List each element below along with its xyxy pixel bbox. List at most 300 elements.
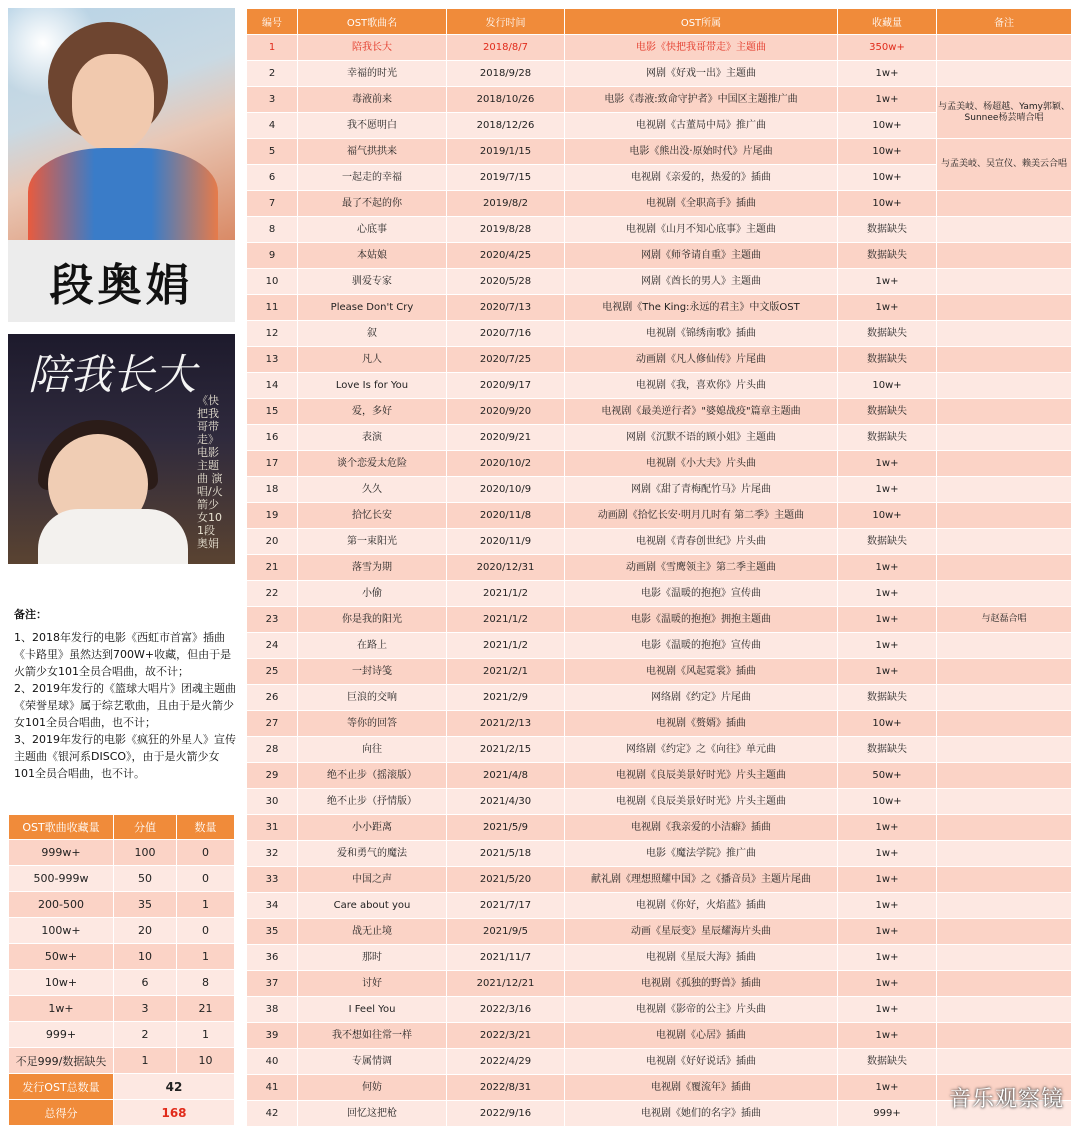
cell-date: 2021/2/1 — [447, 659, 565, 685]
cell-song: 爱和勇气的魔法 — [298, 841, 447, 867]
cell-date: 2021/4/8 — [447, 763, 565, 789]
cell-number: 22 — [247, 581, 298, 607]
cell-date: 2021/5/18 — [447, 841, 565, 867]
score-header-volume: OST歌曲收藏量 — [9, 815, 114, 840]
ost-table — [246, 8, 1072, 1127]
cell-song: 绝不止步（抒情版） — [298, 789, 447, 815]
score-header-count: 数量 — [177, 815, 235, 840]
score-volume: 999+ — [9, 1022, 114, 1048]
cell-song: 落雪为期 — [298, 555, 447, 581]
cell-remark — [937, 763, 1072, 789]
cell-number: 24 — [247, 633, 298, 659]
cell-source: 电视剧《良辰美景好时光》片头主题曲 — [565, 763, 838, 789]
cell-remark — [937, 269, 1072, 295]
cell-date: 2022/3/16 — [447, 997, 565, 1023]
cell-source: 电影《快把我哥带走》主题曲 — [565, 35, 838, 61]
cell-number: 25 — [247, 659, 298, 685]
cell-remark — [937, 529, 1072, 555]
table-row — [247, 503, 1072, 529]
cell-favorites: 10w+ — [838, 789, 937, 815]
table-row — [247, 945, 1072, 971]
cell-number: 2 — [247, 61, 298, 87]
cell-number: 14 — [247, 373, 298, 399]
cell-favorites: 1w+ — [838, 633, 937, 659]
cell-favorites: 数据缺失 — [838, 217, 937, 243]
cell-source: 电视剧《好好说话》插曲 — [565, 1049, 838, 1075]
cell-favorites: 数据缺失 — [838, 529, 937, 555]
cell-song: 我不愿明白 — [298, 113, 447, 139]
cell-source: 电视剧《孤独的野兽》插曲 — [565, 971, 838, 997]
cell-number: 3 — [247, 87, 298, 113]
cell-source: 电视剧《小大夫》片头曲 — [565, 451, 838, 477]
cell-favorites: 1w+ — [838, 1023, 937, 1049]
cell-remark — [937, 35, 1072, 61]
cell-song: 专属情调 — [298, 1049, 447, 1075]
cell-number: 13 — [247, 347, 298, 373]
cell-favorites: 350w+ — [838, 35, 937, 61]
cell-date: 2021/2/9 — [447, 685, 565, 711]
cell-source: 动画剧《拾忆长安·明月几时有 第二季》主题曲 — [565, 503, 838, 529]
score-row — [9, 1048, 235, 1074]
cell-song: 叙 — [298, 321, 447, 347]
cell-date: 2020/4/25 — [447, 243, 565, 269]
table-row — [247, 35, 1072, 61]
total-count-value: 42 — [114, 1074, 235, 1100]
cell-source: 网剧《沉默不语的顾小姐》主题曲 — [565, 425, 838, 451]
cell-number: 20 — [247, 529, 298, 555]
cell-number: 7 — [247, 191, 298, 217]
total-score-value: 168 — [114, 1100, 235, 1126]
cell-favorites: 数据缺失 — [838, 321, 937, 347]
cell-song: 驯爱专家 — [298, 269, 447, 295]
cell-source: 电视剧《最美逆行者》"婆媳战疫"篇章主题曲 — [565, 399, 838, 425]
cell-remark — [937, 789, 1072, 815]
cell-source: 电视剧《影帝的公主》片头曲 — [565, 997, 838, 1023]
cell-remark — [937, 425, 1072, 451]
cell-song: Care about you — [298, 893, 447, 919]
cell-number: 42 — [247, 1101, 298, 1127]
cell-source: 电影《毒液:致命守护者》中国区主题推广曲 — [565, 87, 838, 113]
cell-number: 26 — [247, 685, 298, 711]
cell-date: 2018/12/26 — [447, 113, 565, 139]
cell-date: 2018/9/28 — [447, 61, 565, 87]
cell-date: 2021/11/7 — [447, 945, 565, 971]
cell-number: 36 — [247, 945, 298, 971]
cell-favorites: 10w+ — [838, 139, 937, 165]
cell-favorites: 1w+ — [838, 919, 937, 945]
cell-date: 2020/10/9 — [447, 477, 565, 503]
table-row — [247, 997, 1072, 1023]
cell-remark — [937, 659, 1072, 685]
cell-date: 2019/1/15 — [447, 139, 565, 165]
score-row — [9, 944, 235, 970]
cell-song: 久久 — [298, 477, 447, 503]
cell-song: 巨浪的交响 — [298, 685, 447, 711]
cell-source: 电视剧《山月不知心底事》主题曲 — [565, 217, 838, 243]
cell-song: 拾忆长安 — [298, 503, 447, 529]
cell-song: 你是我的阳光 — [298, 607, 447, 633]
score-row — [9, 996, 235, 1022]
cell-date: 2022/3/21 — [447, 1023, 565, 1049]
cell-number: 32 — [247, 841, 298, 867]
cell-number: 30 — [247, 789, 298, 815]
table-row — [247, 321, 1072, 347]
cell-favorites: 1w+ — [838, 477, 937, 503]
cell-favorites: 1w+ — [838, 815, 937, 841]
cell-favorites: 999+ — [838, 1101, 937, 1127]
score-count: 8 — [177, 970, 235, 996]
note-item: 1、2018年发行的电影《西虹市首富》插曲《卡路里》虽然达到700W+收藏，但由于是火箭少女101全员合唱曲，故不计； — [14, 631, 232, 678]
cell-date: 2021/1/2 — [447, 607, 565, 633]
table-row — [247, 815, 1072, 841]
cell-date: 2022/9/16 — [447, 1101, 565, 1127]
cell-song: Love Is for You — [298, 373, 447, 399]
cell-song: 中国之声 — [298, 867, 447, 893]
cell-favorites: 1w+ — [838, 893, 937, 919]
cell-remark — [937, 555, 1072, 581]
table-row — [247, 581, 1072, 607]
cell-number: 5 — [247, 139, 298, 165]
cell-remark — [937, 347, 1072, 373]
table-row — [247, 425, 1072, 451]
cell-favorites: 10w+ — [838, 503, 937, 529]
cell-favorites: 1w+ — [838, 867, 937, 893]
cell-favorites: 1w+ — [838, 607, 937, 633]
cell-number: 39 — [247, 1023, 298, 1049]
cell-source: 电视剧《你好，火焰蓝》插曲 — [565, 893, 838, 919]
cell-date: 2020/9/21 — [447, 425, 565, 451]
score-row — [9, 970, 235, 996]
cell-date: 2022/8/31 — [447, 1075, 565, 1101]
cell-remark: 与赵磊合唱 — [937, 607, 1072, 633]
score-volume: 1w+ — [9, 996, 114, 1022]
cell-song: 第一束阳光 — [298, 529, 447, 555]
note-item: 3、2019年发行的电影《疯狂的外星人》宣传主题曲《银河系DISCO》，由于是火箭少女101全员合唱曲，也不计。 — [14, 733, 236, 780]
cell-favorites: 1w+ — [838, 295, 937, 321]
notes-block — [14, 606, 236, 782]
cell-source: 电视剧《青春创世纪》片头曲 — [565, 529, 838, 555]
cell-source: 网剧《师爷请自重》主题曲 — [565, 243, 838, 269]
cell-song: 本姑娘 — [298, 243, 447, 269]
score-count: 1 — [177, 892, 235, 918]
score-count: 0 — [177, 918, 235, 944]
table-row — [247, 919, 1072, 945]
score-header-points: 分值 — [114, 815, 177, 840]
cell-favorites: 10w+ — [838, 113, 937, 139]
cell-favorites: 1w+ — [838, 269, 937, 295]
cell-number: 9 — [247, 243, 298, 269]
cell-song: 幸福的时光 — [298, 61, 447, 87]
cell-song: 毒液前来 — [298, 87, 447, 113]
cell-number: 38 — [247, 997, 298, 1023]
cell-source: 电视剧《她们的名字》插曲 — [565, 1101, 838, 1127]
score-volume: 999w+ — [9, 840, 114, 866]
cell-remark — [937, 61, 1072, 87]
cell-remark — [937, 1049, 1072, 1075]
table-row — [247, 477, 1072, 503]
score-volume: 100w+ — [9, 918, 114, 944]
cell-favorites: 1w+ — [838, 1075, 937, 1101]
cell-date: 2021/12/21 — [447, 971, 565, 997]
cell-number: 16 — [247, 425, 298, 451]
table-row — [247, 451, 1072, 477]
cell-song: 陪我长大 — [298, 35, 447, 61]
cell-favorites: 1w+ — [838, 555, 937, 581]
cell-song: 战无止境 — [298, 919, 447, 945]
cell-number: 29 — [247, 763, 298, 789]
cell-date: 2021/1/2 — [447, 581, 565, 607]
cell-number: 28 — [247, 737, 298, 763]
cell-remark — [937, 321, 1072, 347]
cell-source: 动画《星辰变》星辰耀海片头曲 — [565, 919, 838, 945]
table-row — [247, 685, 1072, 711]
cell-remark — [937, 581, 1072, 607]
cell-source: 电影《温暖的抱抱》宣传曲 — [565, 581, 838, 607]
cell-date: 2021/4/30 — [447, 789, 565, 815]
cell-source: 电影《魔法学院》推广曲 — [565, 841, 838, 867]
cell-remark — [937, 815, 1072, 841]
cell-source: 电视剧《亲爱的，热爱的》插曲 — [565, 165, 838, 191]
cell-favorites: 1w+ — [838, 61, 937, 87]
table-row — [247, 711, 1072, 737]
table-row — [247, 1101, 1072, 1127]
cell-date: 2020/5/28 — [447, 269, 565, 295]
cell-date: 2020/9/17 — [447, 373, 565, 399]
artist-name-box — [8, 240, 235, 322]
cell-source: 电影《温暖的抱抱》拥抱主题曲 — [565, 607, 838, 633]
cell-remark — [937, 1023, 1072, 1049]
cell-song: 绝不止步（摇滚版） — [298, 763, 447, 789]
notes-heading: 备注： — [14, 608, 47, 621]
table-row — [247, 61, 1072, 87]
cell-number: 17 — [247, 451, 298, 477]
cell-source: 电视剧《星辰大海》插曲 — [565, 945, 838, 971]
cell-source: 电视剧《古董局中局》推广曲 — [565, 113, 838, 139]
watermark: 音乐观察镜 — [948, 1087, 1064, 1112]
cell-date: 2022/4/29 — [447, 1049, 565, 1075]
total-score-label: 总得分 — [9, 1100, 114, 1126]
cell-date: 2019/8/28 — [447, 217, 565, 243]
cell-number: 10 — [247, 269, 298, 295]
score-points: 50 — [114, 866, 177, 892]
header-source: OST所属 — [565, 9, 838, 35]
table-row — [247, 373, 1072, 399]
cell-source: 网络剧《约定》之《向往》单元曲 — [565, 737, 838, 763]
score-volume: 500-999w — [9, 866, 114, 892]
cell-source: 电视剧《覆流年》插曲 — [565, 1075, 838, 1101]
cell-remark — [937, 997, 1072, 1023]
cell-number: 15 — [247, 399, 298, 425]
note-item: 2、2019年发行的《篮球大唱片》团魂主题曲《荣誉星球》属于综艺歌曲，且由于是火箭少女101全员合唱曲，也不计； — [14, 682, 236, 729]
cell-date: 2018/8/7 — [447, 35, 565, 61]
cell-source: 电视剧《The King:永远的君主》中文版OST — [565, 295, 838, 321]
cell-song: 那时 — [298, 945, 447, 971]
cell-remark — [937, 971, 1072, 997]
cell-song: 讨好 — [298, 971, 447, 997]
score-count: 1 — [177, 1022, 235, 1048]
cell-song: 最了不起的你 — [298, 191, 447, 217]
table-row — [247, 841, 1072, 867]
cell-source: 电视剧《赘婿》插曲 — [565, 711, 838, 737]
cell-number: 23 — [247, 607, 298, 633]
score-points: 2 — [114, 1022, 177, 1048]
table-row — [247, 399, 1072, 425]
cell-favorites: 1w+ — [838, 841, 937, 867]
cell-song: 小小距离 — [298, 815, 447, 841]
cell-song: 在路上 — [298, 633, 447, 659]
poster-title: 陪我长大 — [28, 350, 197, 399]
table-row — [247, 633, 1072, 659]
cell-date: 2021/7/17 — [447, 893, 565, 919]
table-row — [247, 87, 1072, 113]
score-points: 6 — [114, 970, 177, 996]
cell-date: 2021/1/2 — [447, 633, 565, 659]
cell-song: 回忆这把枪 — [298, 1101, 447, 1127]
cell-date: 2019/8/2 — [447, 191, 565, 217]
cell-favorites: 10w+ — [838, 711, 937, 737]
cell-source: 电影《熊出没·原始时代》片尾曲 — [565, 139, 838, 165]
table-row — [247, 607, 1072, 633]
cell-number: 41 — [247, 1075, 298, 1101]
table-row — [247, 243, 1072, 269]
cell-favorites: 数据缺失 — [838, 685, 937, 711]
cell-number: 35 — [247, 919, 298, 945]
score-points: 20 — [114, 918, 177, 944]
score-volume: 200-500 — [9, 892, 114, 918]
cell-date: 2021/2/15 — [447, 737, 565, 763]
cell-favorites: 数据缺失 — [838, 1049, 937, 1075]
cell-favorites: 10w+ — [838, 165, 937, 191]
cell-source: 电视剧《全职高手》插曲 — [565, 191, 838, 217]
cell-song: 等你的回答 — [298, 711, 447, 737]
cell-remark: 与孟美岐、吴宣仪、赖美云合唱 — [937, 139, 1072, 191]
score-volume: 10w+ — [9, 970, 114, 996]
score-row — [9, 918, 235, 944]
cell-song: 一起走的幸福 — [298, 165, 447, 191]
score-points: 1 — [114, 1048, 177, 1074]
cell-favorites: 10w+ — [838, 373, 937, 399]
cell-source: 网络剧《约定》片尾曲 — [565, 685, 838, 711]
cell-source: 电视剧《锦绣南歌》插曲 — [565, 321, 838, 347]
cell-date: 2021/9/5 — [447, 919, 565, 945]
score-points: 35 — [114, 892, 177, 918]
score-row — [9, 1022, 235, 1048]
cell-remark — [937, 217, 1072, 243]
cell-remark: 与孟美岐、杨超越、Yamy郭颖、Sunnee杨芸晴合唱 — [937, 87, 1072, 139]
table-row — [247, 1049, 1072, 1075]
cell-remark — [937, 867, 1072, 893]
table-row — [247, 139, 1072, 165]
cell-remark — [937, 737, 1072, 763]
total-count-label: 发行OST总数量 — [9, 1074, 114, 1100]
cell-remark — [937, 243, 1072, 269]
cell-number: 18 — [247, 477, 298, 503]
cell-source: 网剧《酋长的男人》主题曲 — [565, 269, 838, 295]
score-count: 21 — [177, 996, 235, 1022]
cell-favorites: 1w+ — [838, 581, 937, 607]
cell-date: 2020/9/20 — [447, 399, 565, 425]
cell-favorites: 1w+ — [838, 971, 937, 997]
score-count: 0 — [177, 866, 235, 892]
table-row — [247, 737, 1072, 763]
cell-source: 网剧《好戏一出》主题曲 — [565, 61, 838, 87]
cell-favorites: 1w+ — [838, 87, 937, 113]
score-count: 1 — [177, 944, 235, 970]
table-row — [247, 295, 1072, 321]
cell-favorites: 50w+ — [838, 763, 937, 789]
cell-favorites: 数据缺失 — [838, 347, 937, 373]
cell-date: 2020/11/9 — [447, 529, 565, 555]
cell-song: 爱，多好 — [298, 399, 447, 425]
cell-number: 12 — [247, 321, 298, 347]
cell-date: 2020/12/31 — [447, 555, 565, 581]
cell-remark — [937, 685, 1072, 711]
cell-favorites: 数据缺失 — [838, 399, 937, 425]
header-favorites: 收藏量 — [838, 9, 937, 35]
score-count: 0 — [177, 840, 235, 866]
cell-song: I Feel You — [298, 997, 447, 1023]
cell-remark — [937, 633, 1072, 659]
cell-remark — [937, 503, 1072, 529]
cell-remark — [937, 945, 1072, 971]
cell-remark — [937, 893, 1072, 919]
cell-number: 33 — [247, 867, 298, 893]
cell-date: 2021/2/13 — [447, 711, 565, 737]
header-song: OST歌曲名 — [298, 9, 447, 35]
cell-source: 电视剧《我亲爱的小洁癖》插曲 — [565, 815, 838, 841]
cell-number: 1 — [247, 35, 298, 61]
cell-number: 4 — [247, 113, 298, 139]
cell-song: Please Don't Cry — [298, 295, 447, 321]
cell-favorites: 数据缺失 — [838, 243, 937, 269]
poster-vertical-text: 《快把我哥带走》电影主题曲 演唱/火箭少女101段奥娟 — [197, 394, 223, 550]
cell-favorites: 数据缺失 — [838, 737, 937, 763]
score-points: 10 — [114, 944, 177, 970]
cell-song: 福气拱拱来 — [298, 139, 447, 165]
cell-number: 27 — [247, 711, 298, 737]
table-row — [247, 269, 1072, 295]
cell-source: 电影《温暖的抱抱》宣传曲 — [565, 633, 838, 659]
total-score-row — [9, 1100, 235, 1126]
cell-song: 何妨 — [298, 1075, 447, 1101]
table-row — [247, 867, 1072, 893]
cell-date: 2020/7/25 — [447, 347, 565, 373]
cell-song: 表演 — [298, 425, 447, 451]
artist-name: 段奥娟 — [49, 260, 194, 311]
cell-source: 电视剧《风起霓裳》插曲 — [565, 659, 838, 685]
cell-date: 2021/5/20 — [447, 867, 565, 893]
cell-number: 19 — [247, 503, 298, 529]
cell-number: 34 — [247, 893, 298, 919]
table-row — [247, 1075, 1072, 1101]
cell-remark — [937, 711, 1072, 737]
cell-date: 2020/10/2 — [447, 451, 565, 477]
cell-source: 网剧《甜了青梅配竹马》片尾曲 — [565, 477, 838, 503]
score-volume: 50w+ — [9, 944, 114, 970]
cell-remark — [937, 295, 1072, 321]
table-row — [247, 347, 1072, 373]
cell-remark — [937, 841, 1072, 867]
score-table — [8, 814, 235, 1126]
table-row — [247, 763, 1072, 789]
cell-source: 献礼剧《理想照耀中国》之《播音员》主题片尾曲 — [565, 867, 838, 893]
cell-source: 动画剧《雪鹰领主》第二季主题曲 — [565, 555, 838, 581]
cell-song: 小偷 — [298, 581, 447, 607]
cell-favorites: 1w+ — [838, 997, 937, 1023]
header-number: 编号 — [247, 9, 298, 35]
header-remark: 备注 — [937, 9, 1072, 35]
table-row — [247, 529, 1072, 555]
